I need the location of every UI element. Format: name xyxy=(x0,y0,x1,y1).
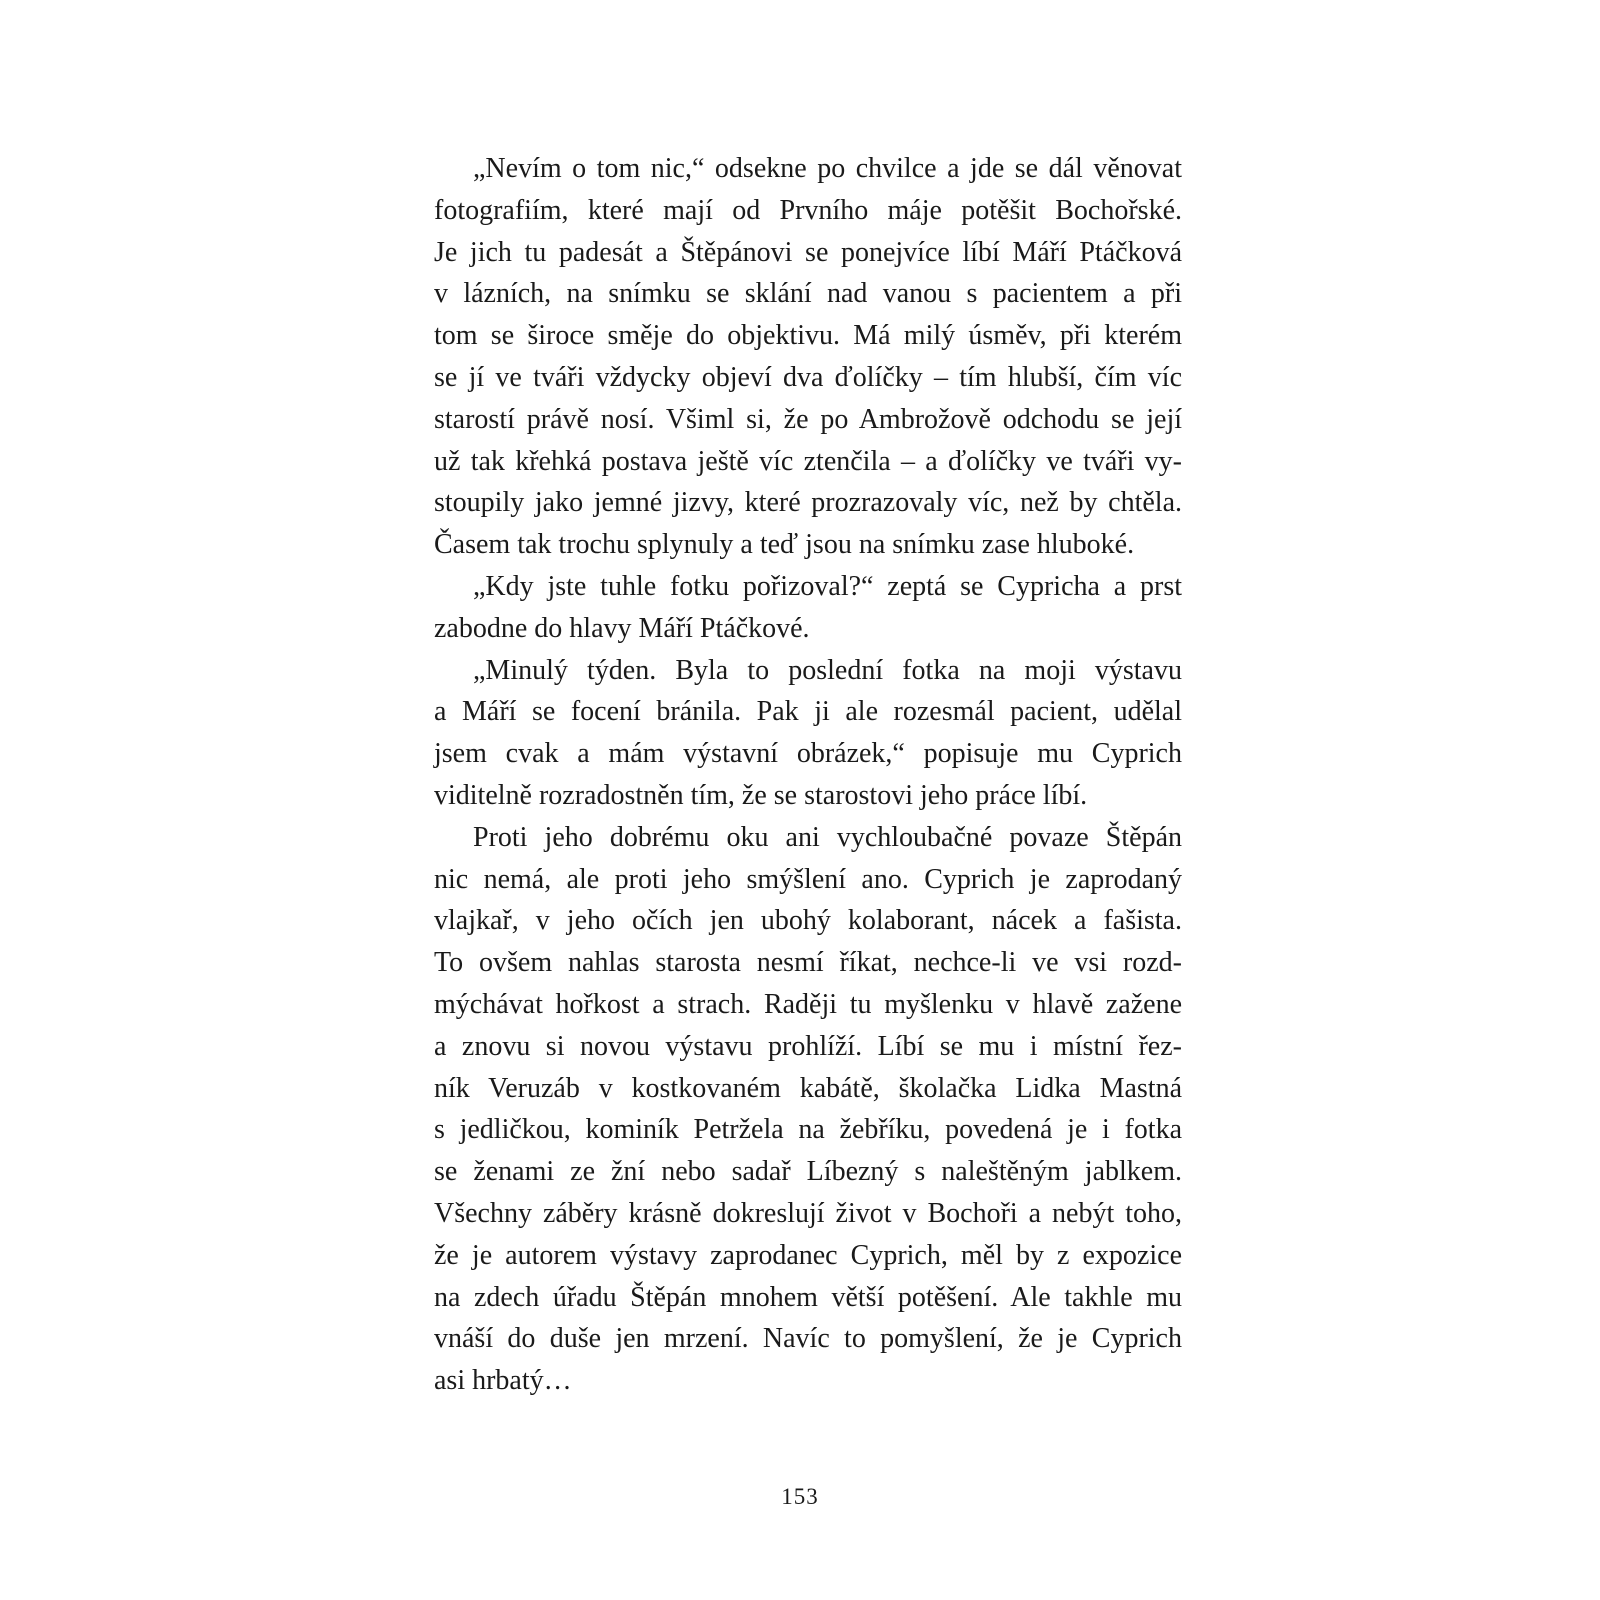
text-line: a Máří se focení bránila. Pak ji ale rozesmál pacient, udělal xyxy=(434,696,1182,728)
text-line: zabodne do hlavy Máří Ptáčkové. xyxy=(434,612,810,644)
text-line: „Kdy jste tuhle fotku pořizoval?“ zeptá se Cypricha a prst xyxy=(473,570,1182,602)
text-line: už tak křehká postava ještě víc ztenčila – a ďolíčky ve tváři vy- xyxy=(434,445,1182,477)
paragraph xyxy=(434,817,1182,1402)
paragraph xyxy=(434,148,1182,566)
text-line: To ovšem nahlas starosta nesmí říkat, nechce-li ve vsi rozd- xyxy=(434,947,1182,979)
text-line: tom se široce směje do objektivu. Má milý úsměv, při kterém xyxy=(434,320,1182,352)
text-line: jsem cvak a mám výstavní obrázek,“ popisuje mu Cyprich xyxy=(434,738,1182,770)
paragraph xyxy=(434,566,1182,650)
page-number: 153 xyxy=(781,1484,819,1509)
text-line: „Nevím o tom nic,“ odsekne po chvilce a jde se dál věnovat xyxy=(473,153,1182,184)
text-line: vlajkař, v jeho očích jen ubohý kolaborant, nácek a fašista. xyxy=(434,905,1182,937)
paragraph xyxy=(434,650,1182,817)
text-line: že je autorem výstavy zaprodanec Cyprich, měl by z expozice xyxy=(434,1239,1182,1271)
text-line: se jí ve tváři vždycky objeví dva ďolíčky – tím hlubší, čím víc xyxy=(434,361,1182,393)
text-line: Časem tak trochu splynuly a teď jsou na snímku zase hluboké. xyxy=(434,529,1135,561)
text-line: fotografiím, které mají od Prvního máje potěšit Bochořské. xyxy=(434,194,1182,226)
text-line: a znovu si novou výstavu prohlíží. Líbí se mu i místní řez- xyxy=(434,1030,1182,1062)
text-line: vnáší do duše jen mrzení. Navíc to pomyšlení, že je Cyprich xyxy=(434,1323,1182,1355)
text-line: v lázních, na snímku se sklání nad vanou s pacientem a při xyxy=(434,278,1182,310)
text-line: Je jich tu padesát a Štěpánovi se ponejvíce líbí Máří Ptáčková xyxy=(434,236,1182,268)
text-line: viditelně rozradostněn tím, že se starostovi jeho práce líbí. xyxy=(434,779,1088,811)
text-line: nic nemá, ale proti jeho smýšlení ano. Cyprich je zaprodaný xyxy=(434,863,1182,895)
body-text xyxy=(434,148,1182,1402)
text-line: stoupily jako jemné jizvy, které prozrazovaly víc, než by chtěla. xyxy=(434,487,1182,519)
text-line: „Minulý týden. Byla to poslední fotka na moji výstavu xyxy=(473,654,1182,686)
text-line: asi hrbatý… xyxy=(434,1365,572,1397)
text-line: se ženami ze žní nebo sadař Líbezný s naleštěným jablkem. xyxy=(434,1156,1182,1188)
text-line: mýchávat hořkost a strach. Raději tu myšlenku v hlavě zažene xyxy=(434,988,1182,1020)
text-line: s jedličkou, kominík Petržela na žebříku, povedená je i fotka xyxy=(434,1114,1182,1146)
text-line: na zdech úřadu Štěpán mnohem větší potěšení. Ale takhle mu xyxy=(434,1281,1182,1313)
text-line: ník Veruzáb v kostkovaném kabátě, školačka Lidka Mastná xyxy=(434,1072,1182,1104)
text-line: Proti jeho dobrému oku ani vychloubačné povaze Štěpán xyxy=(473,821,1182,853)
text-line: Všechny záběry krásně dokreslují život v Bochoři a nebýt toho, xyxy=(434,1197,1182,1229)
text-line: starostí právě nosí. Všiml si, že po Ambrožově odchodu se její xyxy=(434,403,1182,435)
